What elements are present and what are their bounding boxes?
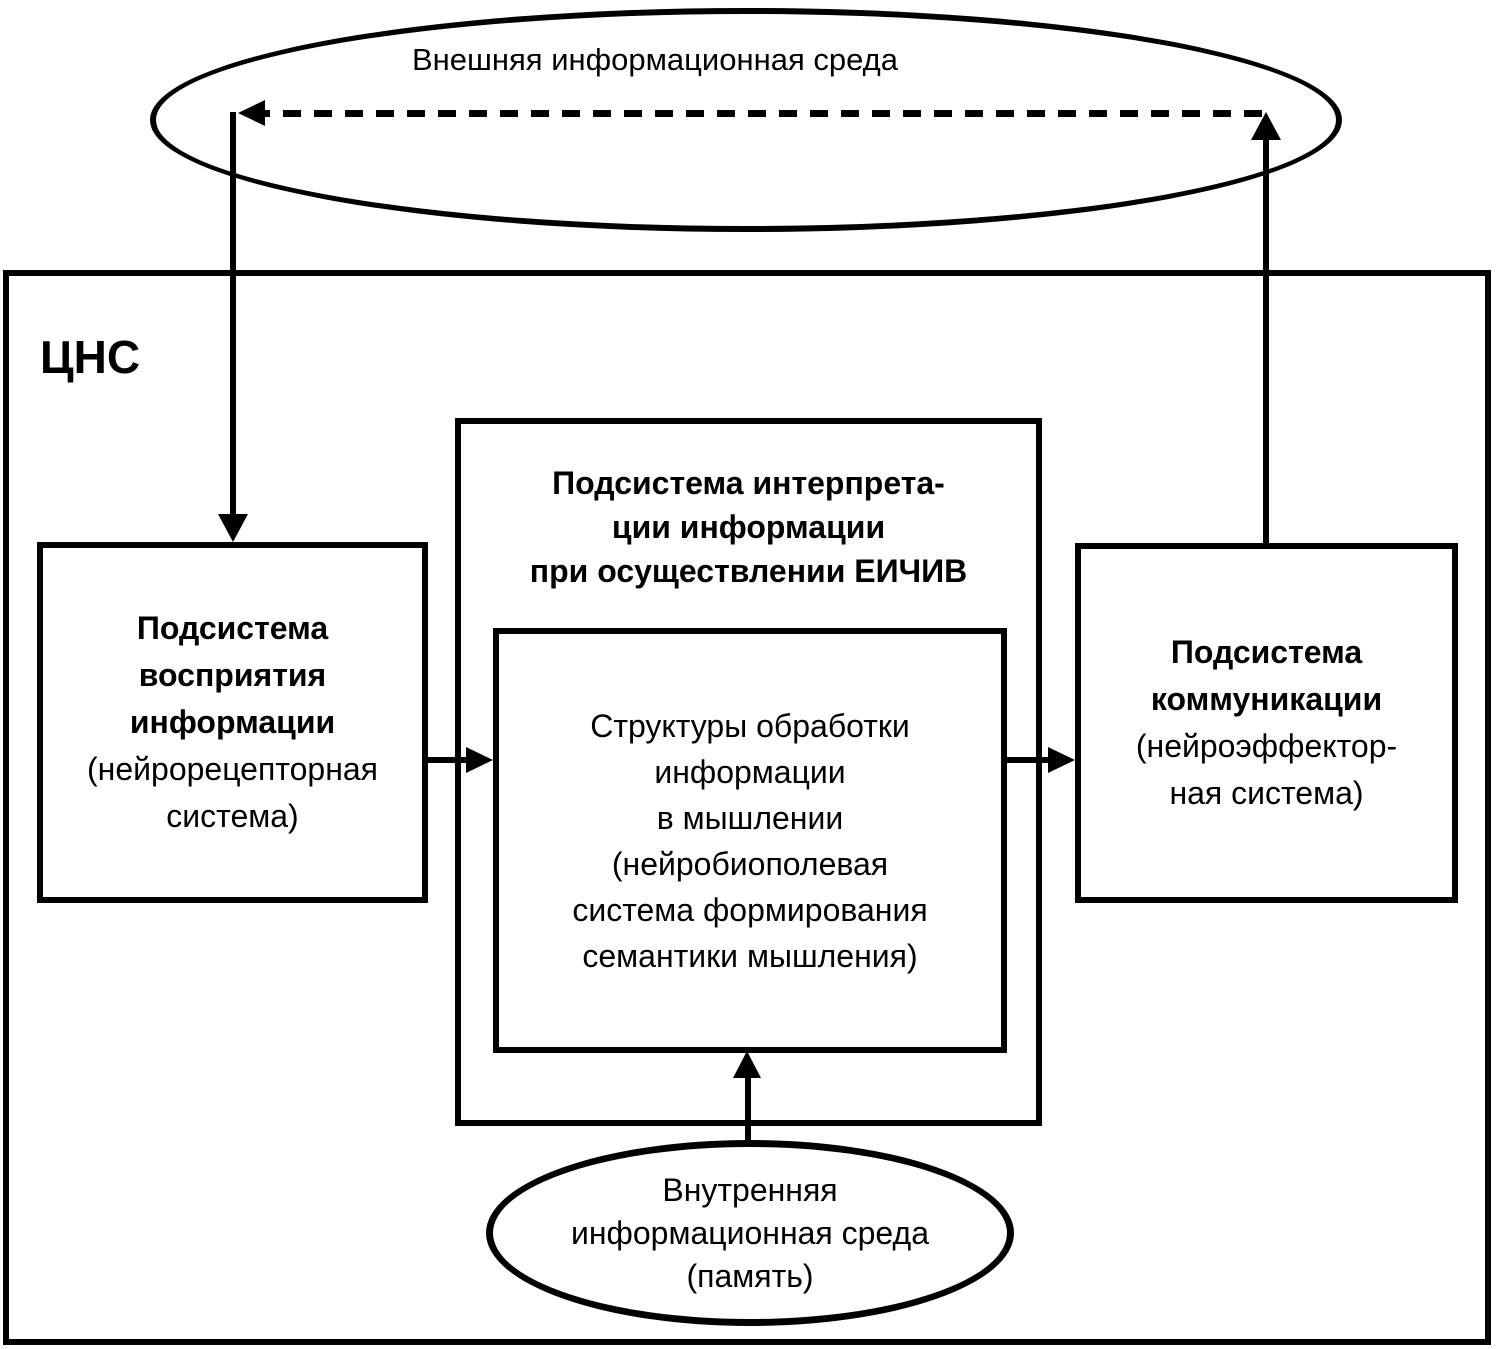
processing-line: система формирования: [572, 891, 928, 928]
perception-box: [37, 542, 428, 903]
processing-box: [493, 628, 1007, 1053]
processing-line: в мышлении: [656, 799, 844, 836]
perception-title-line: информации: [129, 704, 336, 740]
interpretation-title-line: ции информации: [611, 509, 886, 545]
internal-environment-line: (память): [686, 1257, 814, 1294]
interpretation-title-line: Подсистема интерпрета-: [552, 465, 945, 501]
arrowhead-right-icon: [1048, 747, 1075, 773]
arrow-processing-to-communication: [1007, 757, 1051, 763]
communication-subtitle-line: ная система): [1169, 775, 1364, 811]
arrowhead-up-icon: [1251, 112, 1281, 140]
internal-environment-ellipse: [486, 1140, 1014, 1326]
arrowhead-right-icon: [466, 747, 493, 773]
processing-line: семантики мышления): [582, 937, 918, 974]
arrow-perception-to-processing: [427, 757, 469, 763]
internal-environment-line: информационная среда: [571, 1214, 929, 1251]
perception-subtitle-line: система): [166, 798, 299, 834]
processing-line: (нейробиополевая: [611, 845, 889, 882]
communication-box: [1075, 543, 1458, 903]
feedback-dashed-arrow: [252, 110, 1263, 117]
internal-environment-line: Внутренняя: [662, 1171, 838, 1208]
communication-title-line: коммуникации: [1150, 681, 1383, 717]
external-environment-label: Внешняя информационная среда: [411, 42, 898, 77]
perception-title-line: Подсистема: [136, 610, 329, 646]
arrowhead-up-icon: [733, 1051, 761, 1078]
arrow-memory-to-processing: [745, 1076, 751, 1142]
interpretation-title: [455, 461, 1042, 593]
cns-label: ЦНС: [40, 331, 141, 383]
feedback-arrowhead-left-icon: [238, 100, 265, 126]
interpretation-title-line: при осуществлении ЕИЧИВ: [529, 553, 968, 589]
processing-line: информации: [654, 753, 846, 790]
perception-title-line: восприятия: [138, 657, 327, 693]
communication-title-line: Подсистема: [1170, 634, 1363, 670]
communication-subtitle-line: (нейроэффектор-: [1135, 728, 1398, 764]
perception-subtitle-line: (нейрорецепторная: [87, 751, 378, 787]
processing-line: Структуры обработки: [590, 707, 910, 744]
